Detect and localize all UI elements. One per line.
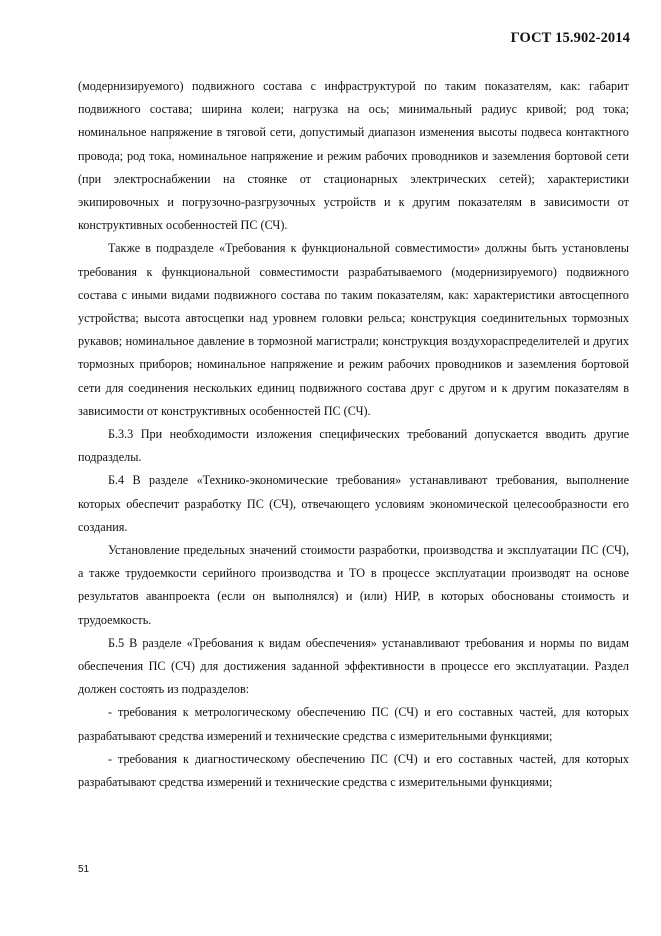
document-code: ГОСТ 15.902-2014 xyxy=(510,30,630,46)
document-body xyxy=(78,75,629,794)
paragraph: (модернизируемого) подвижного состава с инфраструктурой по таким показателям, как: габарит подвижного состава; ширина колеи; нагрузка на ось; минимальный радиус кривой; род тока; номинальное напряжение в тяговой сети, допустимый диапазон изменения высоты подвеса контактного провода; род тока, номинальное напряжение и режим рабочих проводников и заземления бортовой сети (при электроснабжении на стоянке от стационарных электрических сетей); характеристики экипировочных и погрузочно-разгрузочных устройств и к другим показателям в зависимости от конструктивных особенностей ПС (СЧ). xyxy=(78,79,629,233)
paragraph: Б.4 В разделе «Технико-экономические требования» устанавливают требования, выполнение которых обеспечит разработку ПС (СЧ), отвечающего условиям экономической целесообразности его создания. xyxy=(78,473,629,534)
list-item: - требования к метрологическому обеспечению ПС (СЧ) и его составных частей, для которых разрабатывают средства измерений и технические средства с измерительными функциями; xyxy=(78,705,629,743)
paragraph: Б.3.3 При необходимости изложения специфических требований допускается вводить другие подразделы. xyxy=(78,427,629,465)
page-number: 51 xyxy=(78,864,90,875)
list-item: - требования к диагностическому обеспечению ПС (СЧ) и его составных частей, для которых разрабатывают средства измерений и технические средства с измерительными функциями; xyxy=(78,751,629,790)
paragraph: Б.5 В разделе «Требования к видам обеспечения» устанавливают требования и нормы по видам обеспечения ПС (СЧ) для достижения заданной эффективности в процессе его эксплуатации. Раздел должен состоять из подразделов: xyxy=(78,635,629,697)
paragraph: Установление предельных значений стоимости разработки, производства и эксплуатации ПС (СЧ), а также трудоемкости серийного производства и ТО в процессе эксплуатации производят на основе результатов аванпроекта (если он выполнялся) и (или) НИР, в которых обоснованы стоимость и трудоемкость. xyxy=(78,543,629,627)
paragraph: Также в подразделе «Требования к функциональной совместимости» должны быть установлены требования к функциональной совместимости разрабатываемого (модернизируемого) подвижного состава с иными видами подвижного состава по таким показателям, как: характеристики автосцепного устройства; высота автосцепки над уровнем головки рельса; конструкция соединительных тормозных рукавов; номинальное давление в тормозной магистрали; конструкция воздухораспределителей и других тормозных приборов; номинальное напряжение и режим рабочих проводников и заземления бортовой сети для соединения нескольких единиц подвижного состава друг с другом и к другим показателям в зависимости от конструктивных особенностей ПС (СЧ). xyxy=(78,241,629,418)
